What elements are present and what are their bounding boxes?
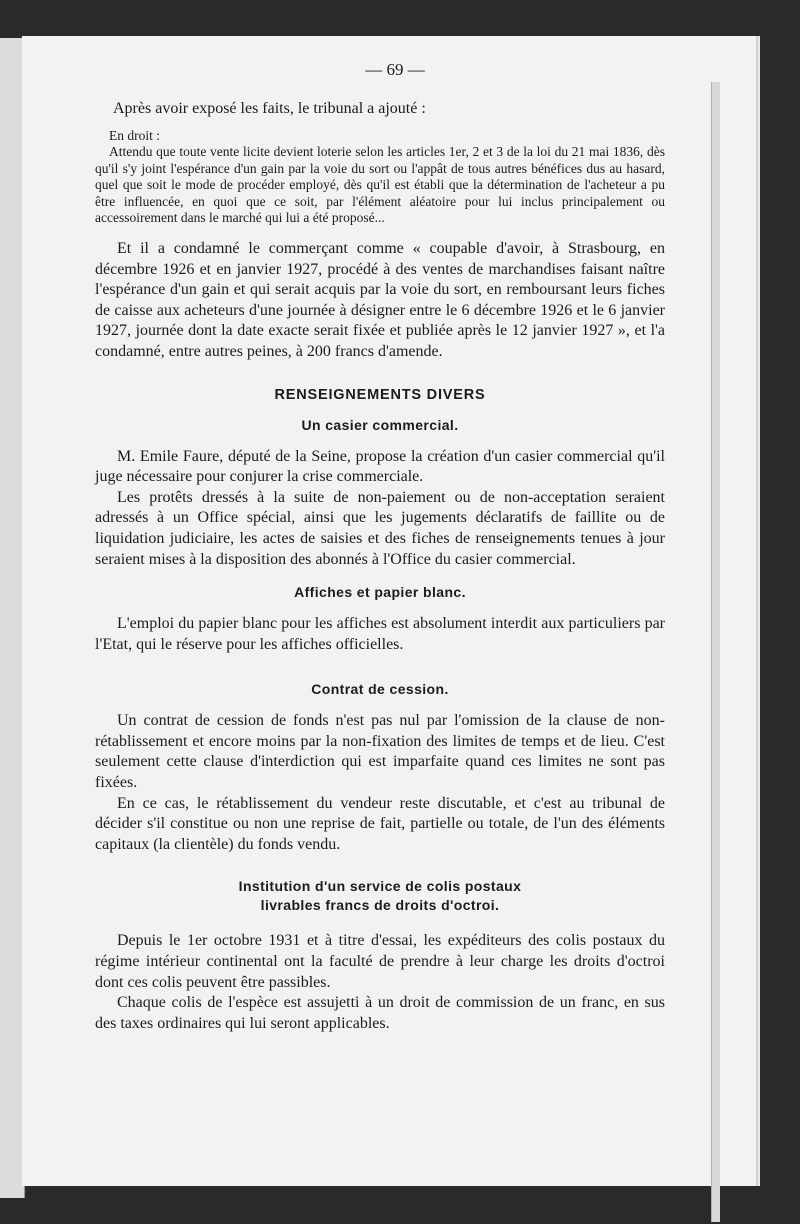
paragraph-contrat-2: En ce cas, le rétablissement du vendeur reste discutable, et c'est au tribunal de décider s'il constitue ou non une reprise de fait, partielle ou totale, de l'un des éléments capitaux (la clientèle) du fonds vendu.	[95, 794, 665, 853]
paragraph-colis-1: Depuis le 1er octobre 1931 et à titre d'essai, les expéditeurs des colis postaux du régime intérieur continental ont la faculté de prendre à leur charge les droits d'octroi dont ces colis peuvent être passibles.	[95, 932, 665, 991]
main-heading: RENSEIGNEMENTS DIVERS	[274, 386, 486, 403]
paragraph-affiches-1: L'emploi du papier blanc pour les affiches est absolument interdit aux particuliers par l'Etat, qui le réserve pour les affiches officielles.	[95, 615, 665, 653]
paragraph-casier-2: Les protêts dressés à la suite de non-paiement ou de non-acceptation seraient adressés à un Office spécial, ainsi que les jugements déclaratifs de faillite ou de liquidation judiciaire, les actes de saisies et des fiches de renseignements tenues à jour seraient mises à la disposition des abonnés à l'Office du casier commercial.	[95, 488, 665, 568]
page-content	[95, 60, 665, 1034]
paragraph-colis-2: Chaque colis de l'espèce est assujetti à un droit de commission de un franc, en sus des taxes ordinaires qui lui seront applicables.	[95, 994, 665, 1032]
paragraph-casier-1: M. Emile Faure, député de la Seine, propose la création d'un casier commercial qu'il juge nécessaire pour conjurer la crise commerciale.	[95, 447, 665, 486]
verdict-paragraph: Et il a condamné le commerçant comme « coupable d'avoir, à Strasbourg, en décembre 1926 et en janvier 1927, procédé à des ventes de marchandises faisant naître l'espérance d'un gain et qui serait acquis par la voie du sort, en remboursant leurs fiches de caisse aux acheteurs d'une journée à désigner entre le 6 décembre 1926 et le 6 janvier 1927, journée dont la date exacte serait fixée et publiée après le 12 janvier 1927 », et l'a condamné, entre autres peines, à 200 francs d'amende.	[95, 239, 665, 360]
intro-paragraph: Après avoir exposé les faits, le tribunal a ajouté :	[113, 100, 426, 117]
section-heading-colis-line2: livrables francs de droits d'octroi.	[260, 897, 500, 914]
section-heading-affiches: Affiches et papier blanc.	[294, 584, 466, 601]
page-number: — 69 —	[365, 60, 425, 79]
section-heading-contrat: Contrat de cession.	[311, 681, 449, 698]
section-heading-casier: Un casier commercial.	[301, 416, 459, 433]
court-quote: Attendu que toute vente licite devient loterie selon les articles 1er, 2 et 3 de la loi du 21 mai 1836, dès qu'il s'y joint l'espérance d'un gain par la voie du sort ou l'appât de tous autres bénéfices dus au hasard, quel que soit le mode de procéder employé, dès qu'il est établi que la détermination de l'acheteur a pu être influencée, en quoi que ce soit, par l'élément aléatoire pour lui inclus principalement ou accessoirement dans le marché qui lui a été proposé...	[95, 144, 665, 226]
section-heading-colis-line1: Institution d'un service de colis postaux	[238, 878, 522, 895]
page-binding-strip	[711, 82, 720, 1222]
quote-lead: En droit :	[109, 128, 160, 143]
paragraph-contrat-1: Un contrat de cession de fonds n'est pas nul par l'omission de la clause de non-rétablissement et encore moins par la non-fixation des limites de temps et de lieu. C'est seulement cette clause d'interdiction qui est imparfaite quand ces limites ne sont pas fixées.	[95, 712, 665, 792]
section-heading-colis	[95, 877, 665, 915]
